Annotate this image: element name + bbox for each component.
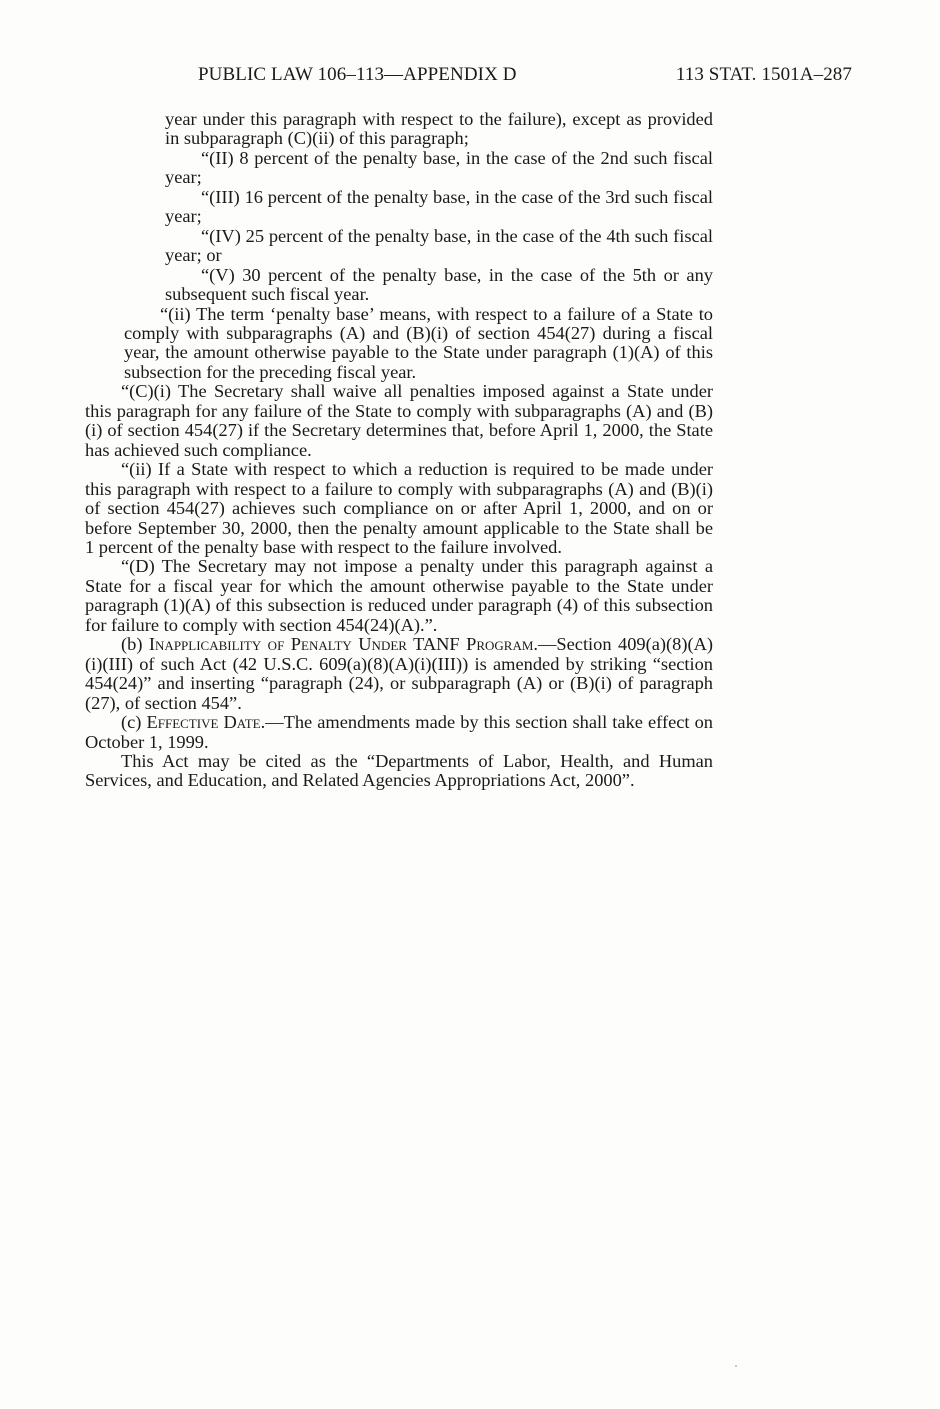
section-b bbox=[85, 635, 713, 713]
running-head-title: PUBLIC LAW 106–113—APPENDIX D bbox=[198, 64, 517, 85]
scan-speck bbox=[735, 1365, 737, 1367]
section-b-body: —Section 409(a)(8)(A)(i)(III) of such Act (42 U.S.C. 609(a)(8)(A)(i)(III)) is amended by striking “section 454(24)” and inserting “paragraph (24), or subparagraph (A) or (B)(i) of paragraph (27), of section 454”. bbox=[85, 634, 713, 713]
clause-v: “(V) 30 percent of the penalty base, in the case of the 5th or any subsequent such fiscal year. bbox=[165, 264, 713, 305]
section-c-prefix: (c) bbox=[121, 712, 147, 733]
clause-iv: “(IV) 25 percent of the penalty base, in the case of the 4th such fiscal year; or bbox=[165, 225, 713, 266]
section-c-heading: Effective Date. bbox=[146, 712, 266, 733]
subparagraph-c-i: “(C)(i) The Secretary shall waive all penalties imposed against a State under this paragraph for any failure of the State to comply with subparagraphs (A) and (B)(i) of section 454(27) if the Secretary determines that, before April 1, 2000, the State has achieved such compliance. bbox=[85, 381, 713, 460]
section-c bbox=[85, 713, 713, 752]
paragraph-continuation: year under this paragraph with respect to the failure), except as provided in subparagraph (C)(ii) of this paragraph; bbox=[165, 109, 713, 149]
short-title-citation: This Act may be cited as the “Departments of Labor, Health, and Human Services, and Education, and Related Agencies Appropriations Act, 2000”. bbox=[85, 750, 713, 791]
clause-ii: “(II) 8 percent of the penalty base, in the case of the 2nd such fiscal year; bbox=[165, 147, 713, 188]
running-head-stat-citation: 113 STAT. 1501A–287 bbox=[675, 64, 852, 85]
running-head bbox=[198, 63, 852, 87]
body-text bbox=[85, 110, 713, 791]
clause-iii: “(III) 16 percent of the penalty base, in the case of the 3rd such fiscal year; bbox=[165, 186, 713, 227]
subparagraph-d: “(D) The Secretary may not impose a penalty under this paragraph against a State for a fiscal year for which the amount otherwise payable to the State under paragraph (1)(A) of this subsection is reduced under paragraph (4) of this subsection for failure to comply with section 454(24)(A).”. bbox=[85, 556, 713, 635]
section-c-body: —The amendments made by this section shall take effect on October 1, 1999. bbox=[85, 712, 713, 752]
penalty-base-definition: “(ii) The term ‘penalty base’ means, with respect to a failure of a State to comply with subparagraphs (A) and (B)(i) of section 454(27) during a fiscal year, the amount otherwise payable to the State under paragraph (1)(A) of this subsection for the preceding fiscal year. bbox=[124, 303, 713, 382]
subparagraph-c-ii: “(ii) If a State with respect to which a reduction is required to be made under this paragraph with respect to a failure to comply with subparagraphs (A) and (B)(i) of section 454(27) achieves such compliance on or after April 1, 2000, and on or before September 30, 2000, then the penalty amount applicable to the State shall be 1 percent of the penalty base with respect to the failure involved. bbox=[85, 459, 713, 557]
section-b-heading: Inapplicability of Penalty Under TANF Program. bbox=[148, 634, 538, 655]
section-b-prefix: (b) bbox=[121, 634, 149, 655]
